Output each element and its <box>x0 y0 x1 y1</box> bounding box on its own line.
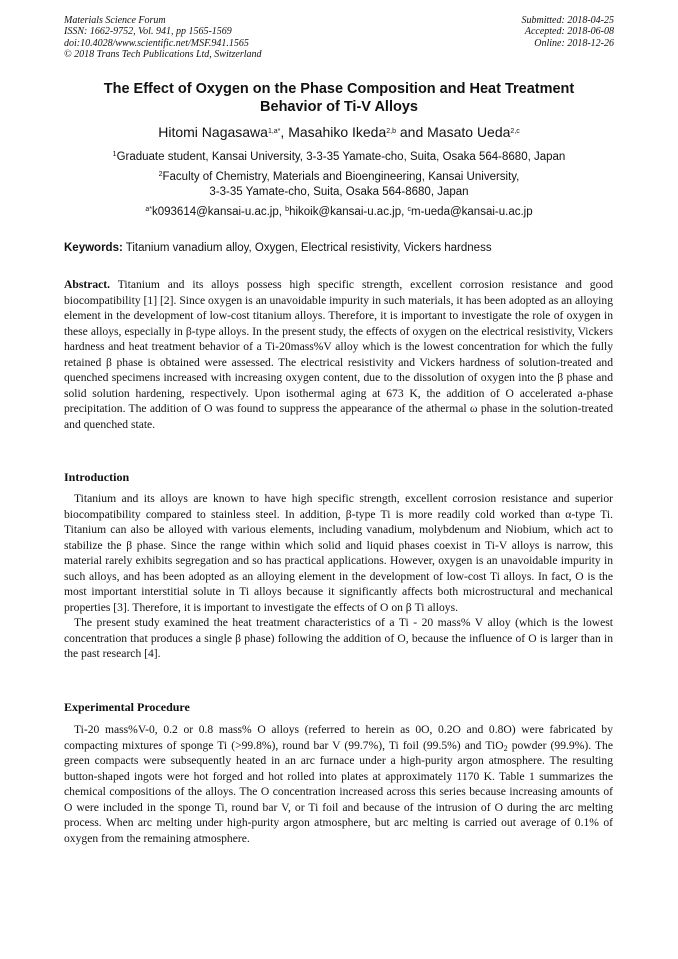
email-mark: a* <box>145 206 152 213</box>
affiliation-2 <box>40 170 638 200</box>
email-link[interactable]: m-ueda@kansai-u.ac.jp <box>410 206 533 218</box>
author-list <box>40 124 638 141</box>
section-heading-experimental: Experimental Procedure <box>64 700 190 714</box>
introduction-body <box>64 491 613 662</box>
author-affiliation-mark: 1,a* <box>267 128 281 135</box>
journal-issn: ISSN: 1662-9752, Vol. 941, pp 1565-1569 <box>64 26 232 38</box>
abstract-label: Abstract. <box>64 278 111 291</box>
keywords-label: Keywords: <box>64 242 123 254</box>
journal-doi: doi:10.4028/www.scientific.net/MSF.941.1565 <box>64 37 249 49</box>
paper-title <box>60 80 618 116</box>
author-separator: and <box>396 124 428 140</box>
email-link[interactable]: k093614@kansai-u.ac.jp, <box>152 206 286 218</box>
paragraph-text: powder (99.9%). The green compacts were subsequently heated in an arc furnace under a high-purity argon atmosphere. The resulting button-shaped ingots were hot forged and hot rolled into plates at approximately 1170 K. Table 1 summarizes the chemical compositions of the alloys. The O concentration increased across this series because increasing amounts of O were included in the sponge Ti, round bar V, or Ti foil and because of the intrusion of O during the arc melting process. When arc melting under high-purity argon atmosphere, but arc melting is carried out average of 0.1% of oxygen from the remaining atmosphere. <box>64 738 613 845</box>
email-mark: b <box>285 206 290 213</box>
experimental-body <box>64 722 613 846</box>
abstract-text: Titanium and its alloys possess high specific strength, excellent corrosion resistance and good biocompatibility [1] [2]. Since oxygen is an unavoidable impurity in such materials, it has been adopted as an alloying element in the development of low-cost titanium alloys. Therefore, it is important to investigate the role of oxygen in these alloys, especially in β-type alloys. In the present study, the effects of oxygen on the electrical resistivity, Vickers hardness and heat treatment behavior of a Ti-20mass%V alloy which is the lowest concentration for which the fully retained β phase is obtained were assessed. The electrical resistivity and Vickers hardness of solution-treated and quenched specimens increased with increasing oxygen content, due to the dissolution of oxygen into the β phase and solid solution hardening, respectively. Upon isothermal aging at 673 K, the addition of O accelerated a-phase precipitation. The addition of O was found to suppress the appearance of the athermal ω phase in the solution-treated and quenched state. <box>64 278 613 431</box>
author-name: Hitomi Nagasawa <box>158 124 268 140</box>
author-emails <box>40 205 638 220</box>
journal-header <box>64 15 262 61</box>
subscript: 2 <box>503 743 508 753</box>
keywords <box>64 241 614 255</box>
journal-name: Materials Science Forum <box>64 15 166 26</box>
affiliation-1 <box>40 150 638 165</box>
email-link[interactable]: hikoik@kansai-u.ac.jp, <box>289 206 408 218</box>
accepted-date: Accepted: 2018-06-08 <box>524 26 614 38</box>
paragraph <box>64 722 613 846</box>
paragraph-text: Ti-20 mass%V-0, 0.2 or 0.8 mass% O alloys (referred to herein as 0O, 0.2O and 0.8O) were fabricated by compacting mixtures of sponge Ti (>99.8%), round bar V (99.7%), Ti foil (99.5%) and TiO <box>64 723 613 752</box>
affiliation-text: 3-3-35 Yamate-cho, Suita, Osaka 564-8680, Japan <box>209 186 469 198</box>
journal-copyright: © 2018 Trans Tech Publications Ltd, Switzerland <box>64 49 262 61</box>
submitted-date: Submitted: 2018-04-25 <box>521 15 614 26</box>
keywords-text: Titanium vanadium alloy, Oxygen, Electrical resistivity, Vickers hardness <box>122 242 492 254</box>
affiliation-mark: 2 <box>158 171 163 178</box>
author-name: Masato Ueda <box>427 124 511 140</box>
affiliation-mark: 1 <box>112 151 117 158</box>
author-affiliation-mark: 2,c <box>510 128 520 135</box>
online-date: Online: 2018-12-26 <box>534 37 614 49</box>
author-separator: , <box>280 124 289 140</box>
title-line-2: Behavior of Ti-V Alloys <box>260 99 418 115</box>
title-line-1: The Effect of Oxygen on the Phase Composition and Heat Treatment <box>103 81 575 97</box>
author-affiliation-mark: 2,b <box>386 128 396 135</box>
paragraph: The present study examined the heat treatment characteristics of a Ti - 20 mass% V alloy (which is the lowest concentration that produces a single β phase) following the addition of O, because the influence of O is larger than in the past research [4]. <box>64 616 613 660</box>
affiliation-text: Graduate student, Kansai University, 3-3-35 Yamate-cho, Suita, Osaka 564-8680, Japan <box>116 151 566 163</box>
email-mark: c <box>407 206 411 213</box>
paragraph: Titanium and its alloys are known to have high specific strength, excellent corrosion resistance and superior biocompatibility compared to stainless steel. In addition, β-type Ti is more readily cold worked than α-type Ti. Titanium can also be alloyed with various elements, including vanadium, molybdenum and Niobium, which act to stabilize the β phase. Since the range within which solid and liquid phases coexist in Ti-V alloys is narrow, this material rarely exhibits segregation and so has practical applications. However, oxygen is an unavoidable impurity in such alloys, and has been adopted as an alloying element in the development of low-cost Ti alloys. In fact, O is the most important interstitial solute in Ti alloys because it significantly affects both microstructural and mechanical properties [3]. Therefore, it is important to investigate the effects of O on β Ti alloys. <box>64 492 613 614</box>
abstract <box>64 277 613 432</box>
affiliation-text: Faculty of Chemistry, Materials and Bioengineering, Kansai University, <box>162 171 520 183</box>
section-heading-introduction: Introduction <box>64 470 130 484</box>
dates-header <box>522 15 615 49</box>
author-name: Masahiko Ikeda <box>288 124 387 140</box>
